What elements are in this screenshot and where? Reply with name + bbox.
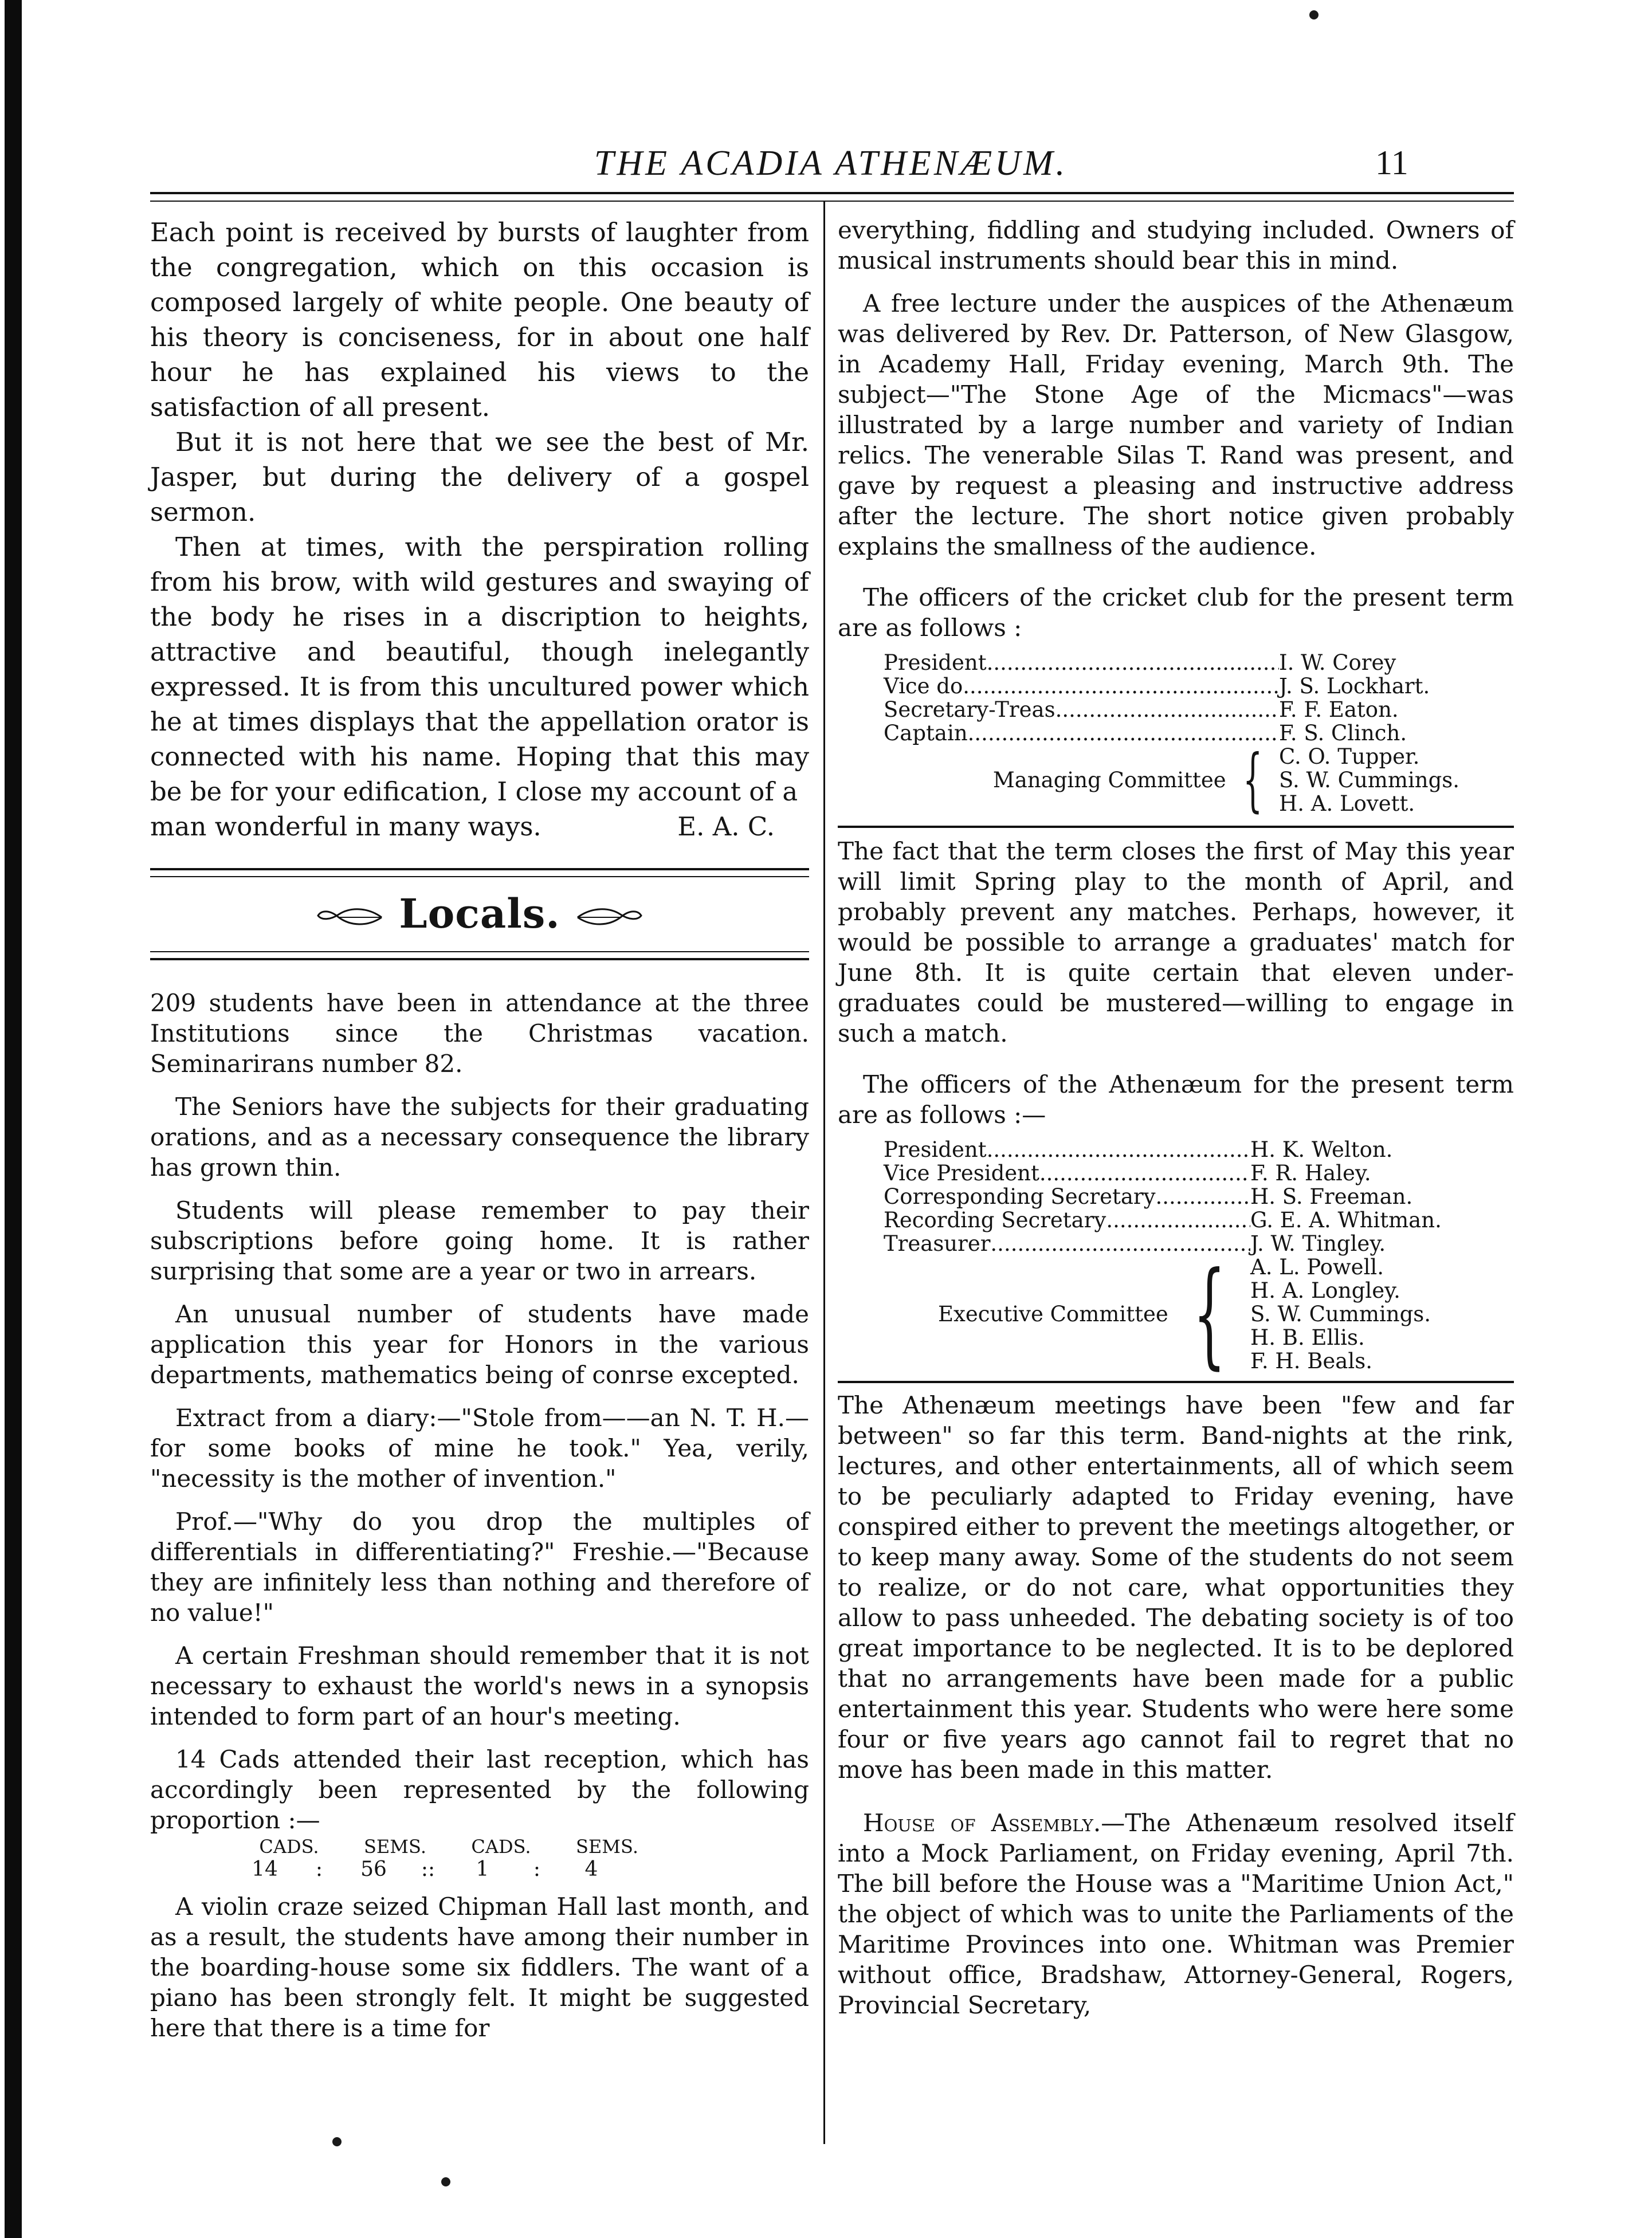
article-paragraph: But it is not here that we see the best of Mr. Jasper, but during the delivery of a gospel sermon. bbox=[150, 427, 809, 527]
article-paragraph: Each point is received by bursts of laughter from the congregation, which on this occasion is composed largely of white people. One beauty of his theory is conciseness, for in about one half hour he has explained his views to the satisfaction of all present. bbox=[150, 217, 809, 422]
local-item: A free lecture under the auspices of the Athenæum was delivered by Rev. Dr. Patterson, of New Glasgow, in Academy Hall, Friday evening, March 9th. The subject—"The Stone Age of the Micmacs"—was illustrated by a large number and variety of Indian relics. The venerable Silas T. Rand was present, and gave by request a pleasing and instructive address after the lecture. The short notice given probably explains the smallness of the audience. bbox=[838, 289, 1514, 560]
section-rule-thin bbox=[150, 951, 809, 952]
proportion-table bbox=[236, 1835, 660, 1881]
page-header-title: THE ACADIA ATHENÆUM. bbox=[594, 144, 1068, 183]
proportion-header: CADS. SEMS. CADS. SEMS. bbox=[259, 1836, 638, 1858]
local-item: 14 Cads attended their last reception, which has accordingly been represented by the following proportion :— bbox=[150, 1745, 809, 1834]
local-item: A certain Freshman should remember that it is not necessary to exhaust the world's news in a synopsis intended to form part of an hour's meeting. bbox=[150, 1642, 809, 1730]
local-item: Students will please remember to pay their subscriptions before going home. It is rather surprising that some are a year or two in arrears. bbox=[150, 1196, 809, 1285]
header-rule-thin bbox=[150, 201, 1514, 202]
author-signature: E. A. C. bbox=[677, 811, 775, 842]
local-item: Prof.—"Why do you drop the multiples of differentials in differentiating?" Freshie.—"Because they are infinitely less than nothing and therefore of no value!" bbox=[150, 1507, 809, 1627]
article-paragraph: Then at times, with the perspiration rolling from his brow, with wild gestures and swaying of the body he rises in a discription to heights, attractive and beautiful, though inelegantly expressed. It is from this uncultured power which he at times displays that the appellation orator is connected with his name. Hoping that this may be be for your edification, I close my account of a bbox=[150, 532, 809, 807]
margin-speck bbox=[332, 2137, 342, 2146]
managing-committee: Managing Committee { C. O. Tupper. S. W. Cummings. H. A. Lovett. bbox=[992, 740, 1460, 820]
article-closing-line bbox=[150, 809, 809, 844]
section-rule bbox=[838, 1381, 1514, 1383]
brace-icon: { bbox=[1192, 1247, 1226, 1381]
proportion-values: 14 : 56 :: 1 : 4 bbox=[252, 1858, 598, 1881]
local-item: Extract from a diary:—"Stole from——an N. T. H.—for some books of mine he took." Yea, verily, "necessity is the mother of invention." bbox=[150, 1404, 809, 1493]
local-item: The officers of the Athenæum for the present term are as follows :— bbox=[838, 1070, 1514, 1129]
margin-speck bbox=[1309, 10, 1319, 19]
officer-row: Vice President ..... F. R. Haley. bbox=[884, 1161, 1491, 1185]
locals-heading: Locals. bbox=[150, 890, 809, 937]
column-divider bbox=[823, 202, 825, 2144]
officer-row: President ..... I. W. Corey bbox=[884, 651, 1468, 674]
officer-row: Vice do ..... J. S. Lockhart. bbox=[884, 674, 1468, 698]
officer-row: President ..... H. K. Welton. bbox=[884, 1138, 1491, 1161]
local-item: everything, fiddling and studying included. Owners of musical instruments should bear this in mind. bbox=[838, 216, 1514, 274]
officer-row: Corresponding Secretary ..... H. S. Freeman. bbox=[884, 1185, 1491, 1208]
ornament-right-icon bbox=[575, 904, 643, 930]
officer-row: Secretary-Treas ..... F. F. Eaton. bbox=[884, 698, 1468, 721]
brace-icon: { bbox=[1242, 740, 1263, 820]
page-number: 11 bbox=[1375, 144, 1408, 182]
local-item: 209 students have been in attendance at the three Institutions since the Christmas vacation. Seminarirans number 82. bbox=[150, 989, 809, 1078]
section-rule-thin bbox=[150, 876, 809, 877]
local-item: The officers of the cricket club for the present term are as follows : bbox=[838, 583, 1514, 642]
right-column bbox=[838, 215, 1514, 2020]
ornament-left-icon bbox=[316, 904, 384, 930]
left-column bbox=[150, 215, 809, 2043]
section-rule bbox=[150, 958, 809, 960]
officer-row: Captain ..... F. S. Clinch. bbox=[884, 721, 1468, 745]
executive-committee: Executive Committee { A. L. Powell. H. A. Longley. S. W. Cummings. H. B. Ellis. F. H. Beals. bbox=[938, 1247, 1431, 1381]
binding-edge bbox=[5, 0, 22, 2238]
local-item: The Athenæum meetings have been "few and far between" so far this term. Band-nights at the rink, lectures, and other entertainments, all of which seem to be peculiarly adapted to Friday evening, have conspired either to prevent the meetings altogether, or to keep many away. Some of the students do not seem to realize, or do not care, what opportunities they allow to pass unheeded. The debating society is of too great importance to be neglected. It is to be deplored that no arrangements have been made for a public entertainment this year. Students who were here some four or five years ago cannot fail to regret that no move has been made in this matter. bbox=[838, 1391, 1514, 1784]
officer-row: Treasurer ..... J. W. Tingley. bbox=[884, 1232, 1491, 1255]
closing-text: man wonderful in many ways. bbox=[150, 811, 541, 842]
local-item: A violin craze seized Chipman Hall last month, and as a result, the students have among their number in the boarding-house some six fiddlers. The want of a piano has been strongly felt. It might be suggested here that there is a time for bbox=[150, 1893, 809, 2042]
cricket-officers-list bbox=[884, 650, 1468, 820]
local-item: An unusual number of students have made application this year for Honors in the various departments, mathematics being of conrse excepted. bbox=[150, 1300, 809, 1389]
section-rule bbox=[150, 844, 809, 870]
local-item: The Seniors have the subjects for their graduating orations, and as a necessary consequence the library has grown thin. bbox=[150, 1093, 809, 1181]
margin-speck bbox=[441, 2177, 450, 2186]
local-item: The fact that the term closes the first of May this year will limit Spring play to the month of April, and probably prevent any matches. Perhaps, however, it would be possible to arrange a graduates' match for June 8th. It is quite certain that eleven under-graduates could be mustered—willing to engage in such a match. bbox=[838, 837, 1514, 1047]
header-rule bbox=[150, 192, 1514, 194]
section-rule bbox=[838, 826, 1514, 828]
officer-row: Recording Secretary ..... G. E. A. Whitman. bbox=[884, 1208, 1491, 1232]
local-item: House of Assembly.—The Athenæum resolved itself into a Mock Parliament, on Friday evening, April 7th. The bill before the House was a "Maritime Union Act," the object of which was to unite the Parliaments of the Maritime Provinces into one. Whitman was Premier without office, Bradshaw, Attorney-General, Rogers, Provincial Secretary, bbox=[838, 1809, 1514, 2019]
athenaeum-officers-list bbox=[884, 1137, 1491, 1381]
section-lead: House of Assembly. bbox=[863, 1809, 1101, 1837]
